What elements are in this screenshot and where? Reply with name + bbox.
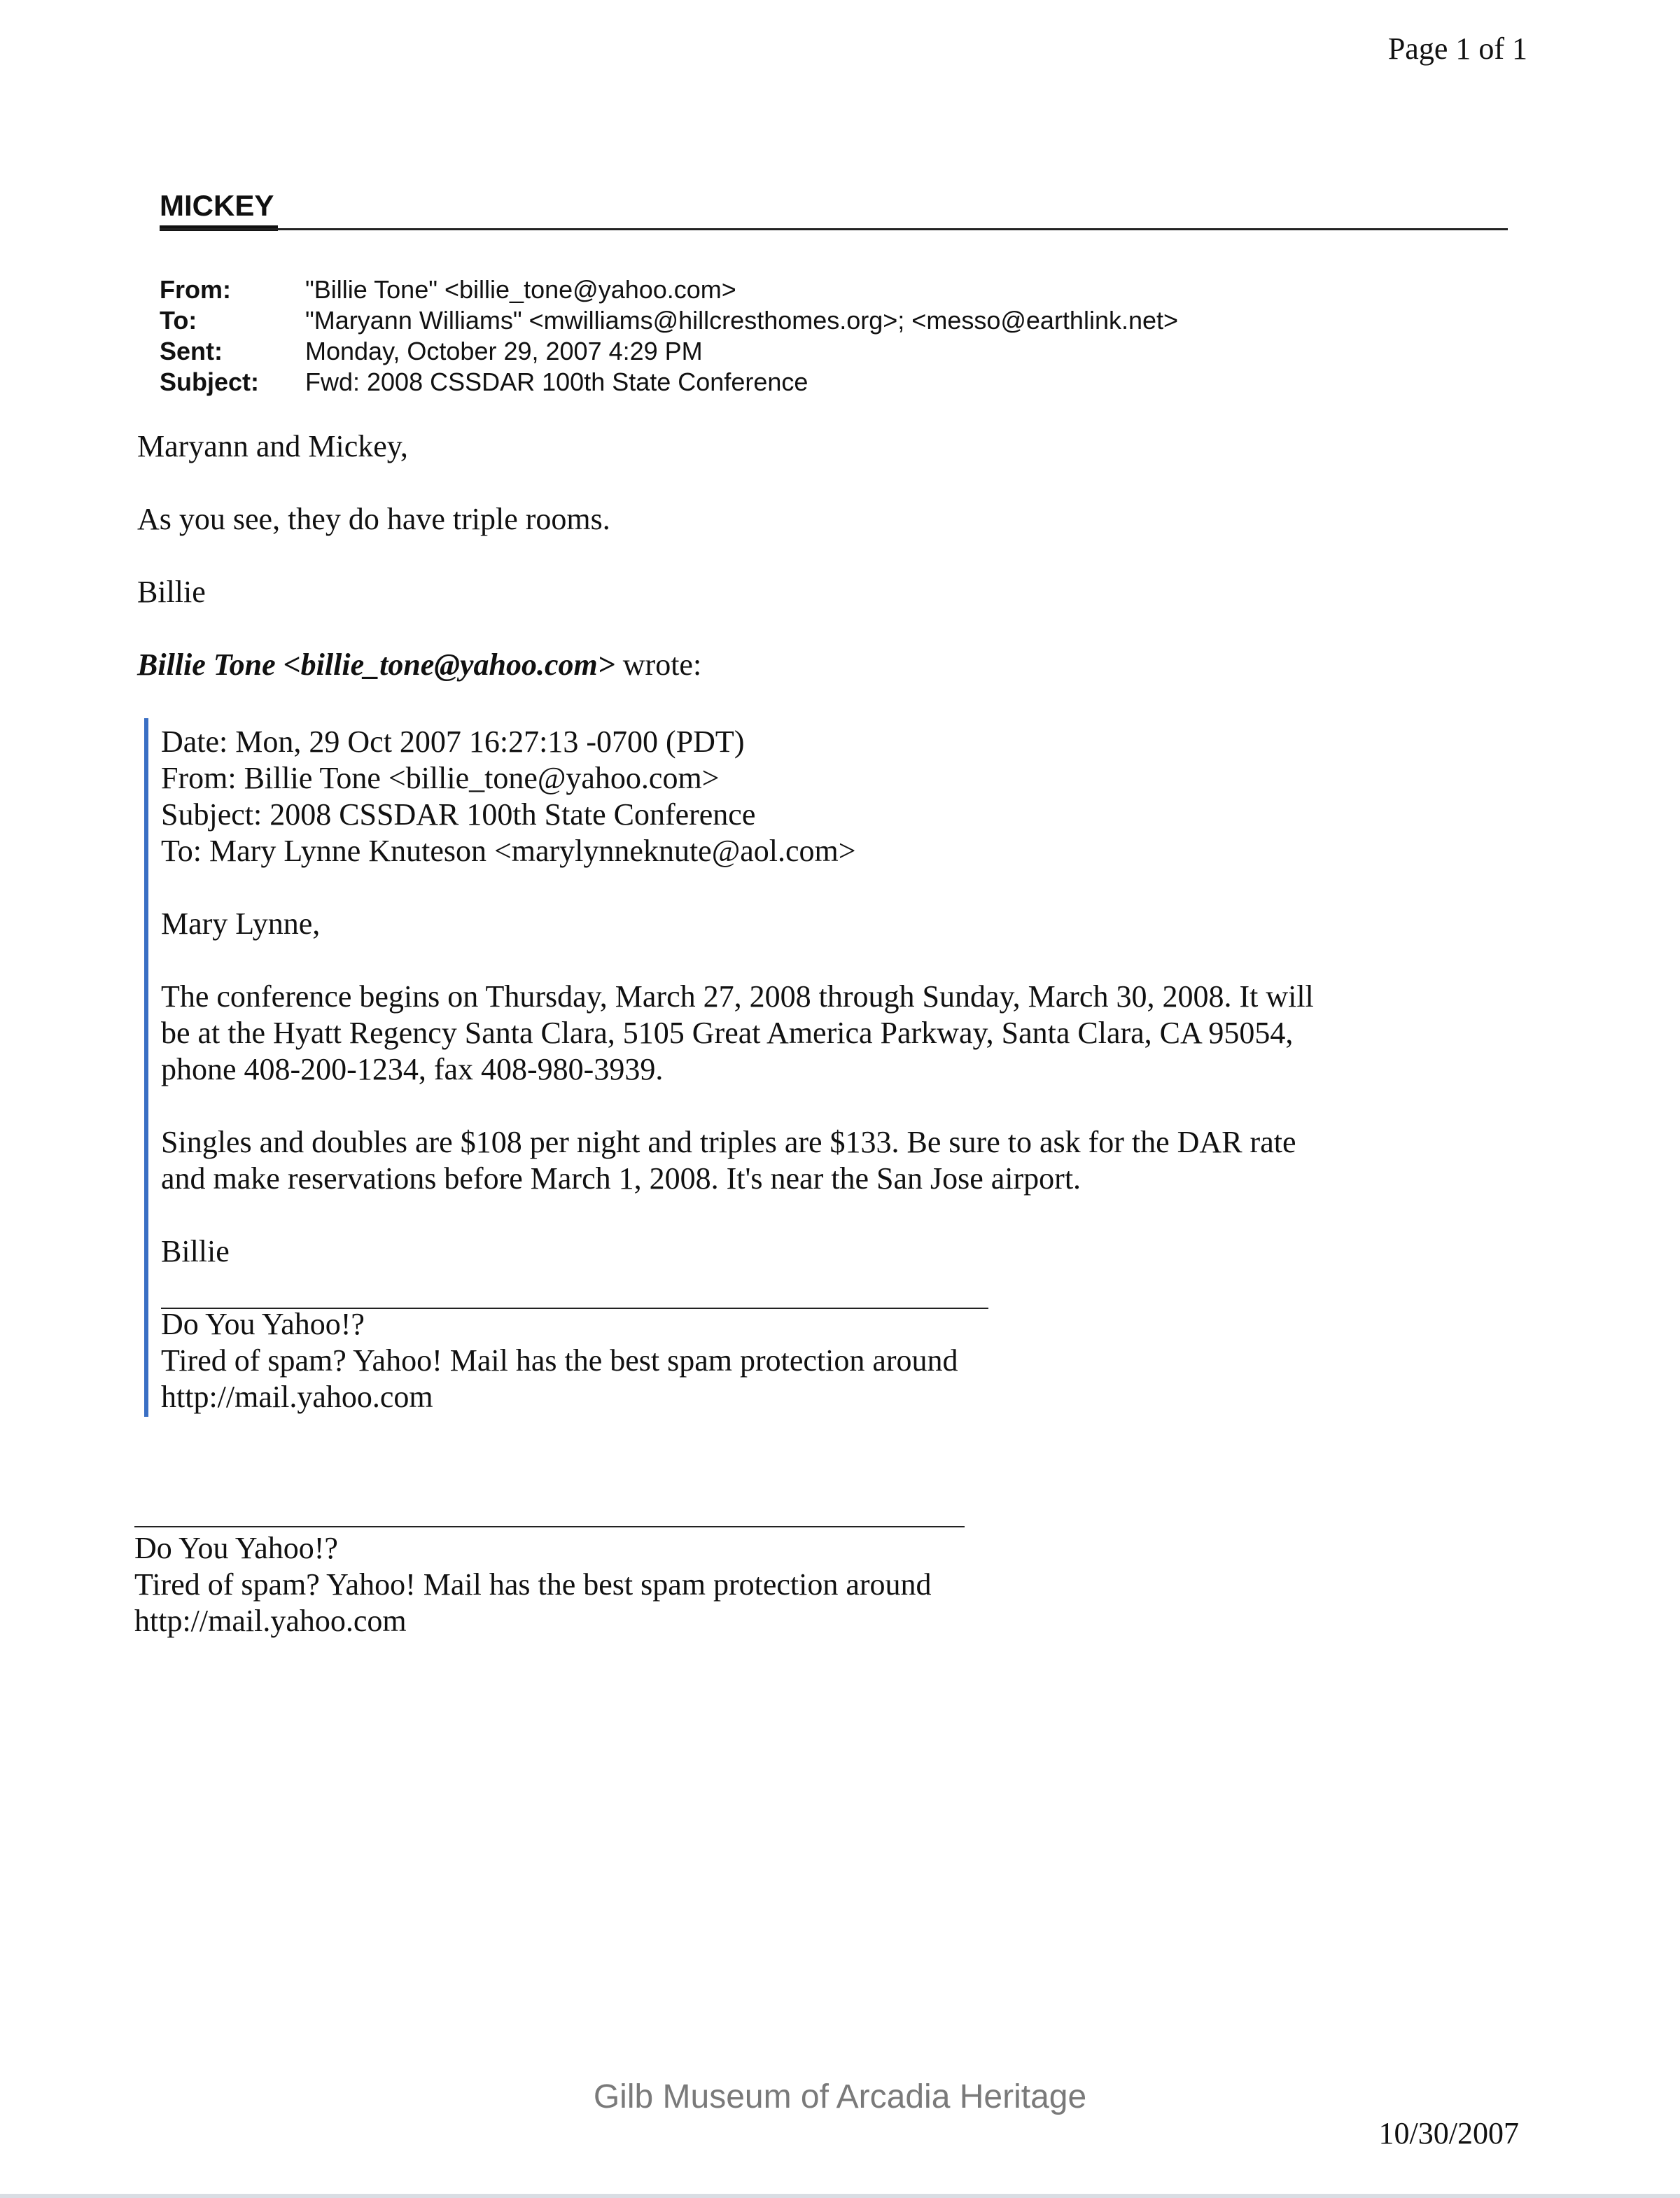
- quoted-para2-line: Singles and doubles are $108 per night and triples are $133. Be sure to ask for the DAR rate: [161, 1125, 1296, 1159]
- from-label: From:: [160, 275, 231, 304]
- outer-footer-link[interactable]: http://mail.yahoo.com: [134, 1604, 407, 1638]
- quoted-signoff: Billie: [161, 1234, 230, 1268]
- header-sent-row: [160, 336, 1178, 367]
- quoted-para1-line: phone 408-200-1234, fax 408-980-3939.: [161, 1052, 664, 1086]
- message-greeting: Maryann and Mickey,: [137, 429, 408, 463]
- quoted-from: From: Billie Tone <billie_tone@yahoo.com>: [161, 761, 720, 795]
- heading-rule: [160, 228, 1508, 230]
- archive-watermark: Gilb Museum of Arcadia Heritage: [593, 2078, 1087, 2115]
- quoted-greeting: Mary Lynne,: [161, 906, 321, 941]
- quote-attribution: [137, 647, 701, 683]
- quoted-footer-link[interactable]: http://mail.yahoo.com: [161, 1380, 433, 1414]
- header-from-row: [160, 274, 1178, 305]
- recipient-heading: [160, 189, 274, 223]
- header-to-row: [160, 305, 1178, 336]
- recipient-name: MICKEY: [160, 189, 274, 222]
- print-date: 10/30/2007: [1378, 2116, 1519, 2150]
- quoted-date: Date: Mon, 29 Oct 2007 16:27:13 -0700 (PDT): [161, 724, 745, 759]
- attribution-name: Billie Tone <billie_tone@yahoo.com>: [137, 648, 615, 682]
- page-number: Page 1 of 1: [1387, 31, 1527, 66]
- sent-label: Sent:: [160, 337, 223, 365]
- quoted-subject: Subject: 2008 CSSDAR 100th State Conference: [161, 797, 756, 832]
- attribution-suffix: wrote:: [615, 648, 702, 682]
- message-signoff: Billie: [137, 575, 206, 609]
- quoted-footer-line: Do You Yahoo!?: [161, 1307, 365, 1341]
- scan-edge: [0, 2194, 1680, 2198]
- message-line: As you see, they do have triple rooms.: [137, 502, 610, 536]
- quote-bar: [144, 718, 148, 1417]
- email-header: [160, 274, 1178, 398]
- subject-value: Fwd: 2008 CSSDAR 100th State Conference: [305, 368, 808, 396]
- outer-signature-divider: [134, 1526, 965, 1527]
- to-label: To:: [160, 306, 197, 335]
- sent-value: Monday, October 29, 2007 4:29 PM: [305, 337, 703, 365]
- quoted-para2-line: and make reservations before March 1, 2008. It's near the San Jose airport.: [161, 1161, 1082, 1196]
- quoted-footer-line: Tired of spam? Yahoo! Mail has the best spam protection around: [161, 1343, 958, 1378]
- outer-footer-line: Do You Yahoo!?: [134, 1531, 338, 1565]
- quoted-para1-line: be at the Hyatt Regency Santa Clara, 5105 Great America Parkway, Santa Clara, CA 95054,: [161, 1016, 1294, 1050]
- outer-footer-line: Tired of spam? Yahoo! Mail has the best spam protection around: [134, 1567, 932, 1602]
- from-value: "Billie Tone" <billie_tone@yahoo.com>: [305, 275, 736, 304]
- quoted-to: To: Mary Lynne Knuteson <marylynneknute@aol.com>: [161, 834, 856, 868]
- quoted-para1-line: The conference begins on Thursday, March 27, 2008 through Sunday, March 30, 2008. It will: [161, 979, 1314, 1014]
- subject-label: Subject:: [160, 368, 260, 396]
- to-value: "Maryann Williams" <mwilliams@hillcresthomes.org>; <messo@earthlink.net>: [305, 306, 1179, 335]
- header-subject-row: [160, 367, 1178, 398]
